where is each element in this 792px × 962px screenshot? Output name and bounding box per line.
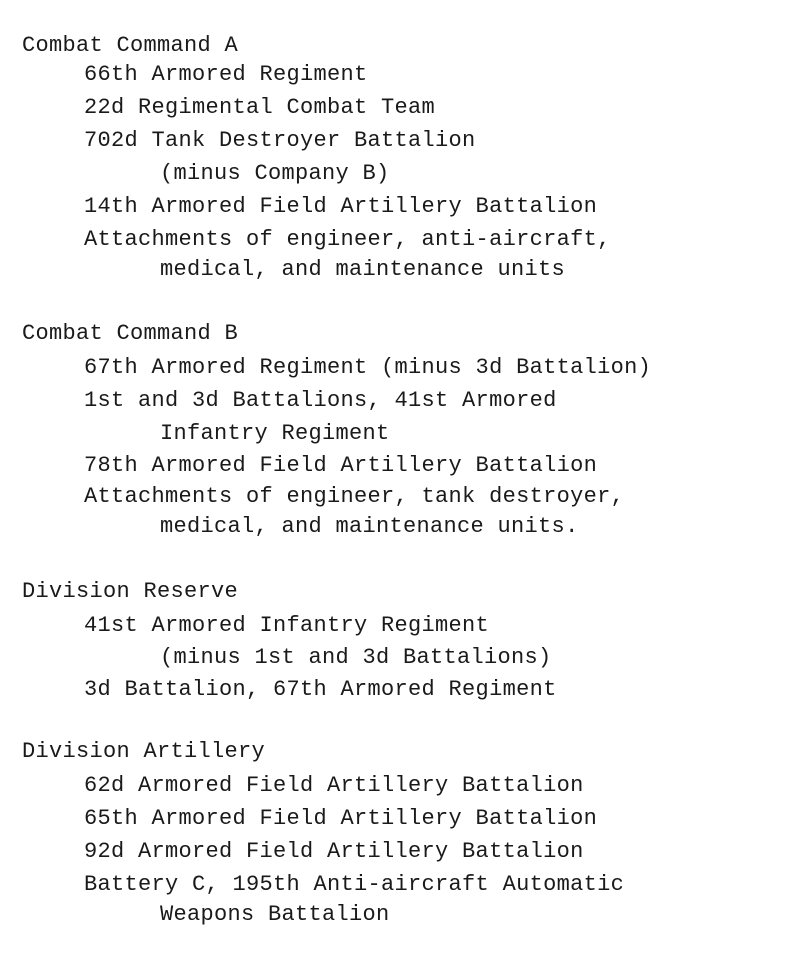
list-item: 66th Armored Regiment bbox=[84, 62, 368, 87]
list-item: 67th Armored Regiment (minus 3d Battalion) bbox=[84, 355, 652, 380]
list-item: 1st and 3d Battalions, 41st Armored bbox=[84, 388, 557, 413]
list-item: 41st Armored Infantry Regiment bbox=[84, 613, 490, 638]
list-item: 14th Armored Field Artillery Battalion bbox=[84, 194, 598, 219]
list-item-continuation: (minus 1st and 3d Battalions) bbox=[160, 645, 552, 670]
list-item-continuation: Weapons Battalion bbox=[160, 902, 390, 927]
list-item: 3d Battalion, 67th Armored Regiment bbox=[84, 677, 557, 702]
list-item: Attachments of engineer, anti-aircraft, bbox=[84, 227, 611, 252]
list-item-continuation: medical, and maintenance units bbox=[160, 257, 566, 282]
list-item: 22d Regimental Combat Team bbox=[84, 95, 436, 120]
list-item: 62d Armored Field Artillery Battalion bbox=[84, 773, 584, 798]
list-item: Battery C, 195th Anti-aircraft Automatic bbox=[84, 872, 625, 897]
list-item: 78th Armored Field Artillery Battalion bbox=[84, 453, 598, 478]
list-item-continuation: Infantry Regiment bbox=[160, 421, 390, 446]
section-heading-division-reserve: Division Reserve bbox=[22, 579, 239, 604]
list-item: Attachments of engineer, tank destroyer, bbox=[84, 484, 625, 509]
section-heading-division-artillery: Division Artillery bbox=[22, 739, 266, 764]
section-heading-combat-command-a: Combat Command A bbox=[22, 33, 239, 58]
list-item: 702d Tank Destroyer Battalion bbox=[84, 128, 476, 153]
section-heading-combat-command-b: Combat Command B bbox=[22, 321, 239, 346]
list-item-continuation: (minus Company B) bbox=[160, 161, 390, 186]
list-item-continuation: medical, and maintenance units. bbox=[160, 514, 579, 539]
list-item: 92d Armored Field Artillery Battalion bbox=[84, 839, 584, 864]
list-item: 65th Armored Field Artillery Battalion bbox=[84, 806, 598, 831]
